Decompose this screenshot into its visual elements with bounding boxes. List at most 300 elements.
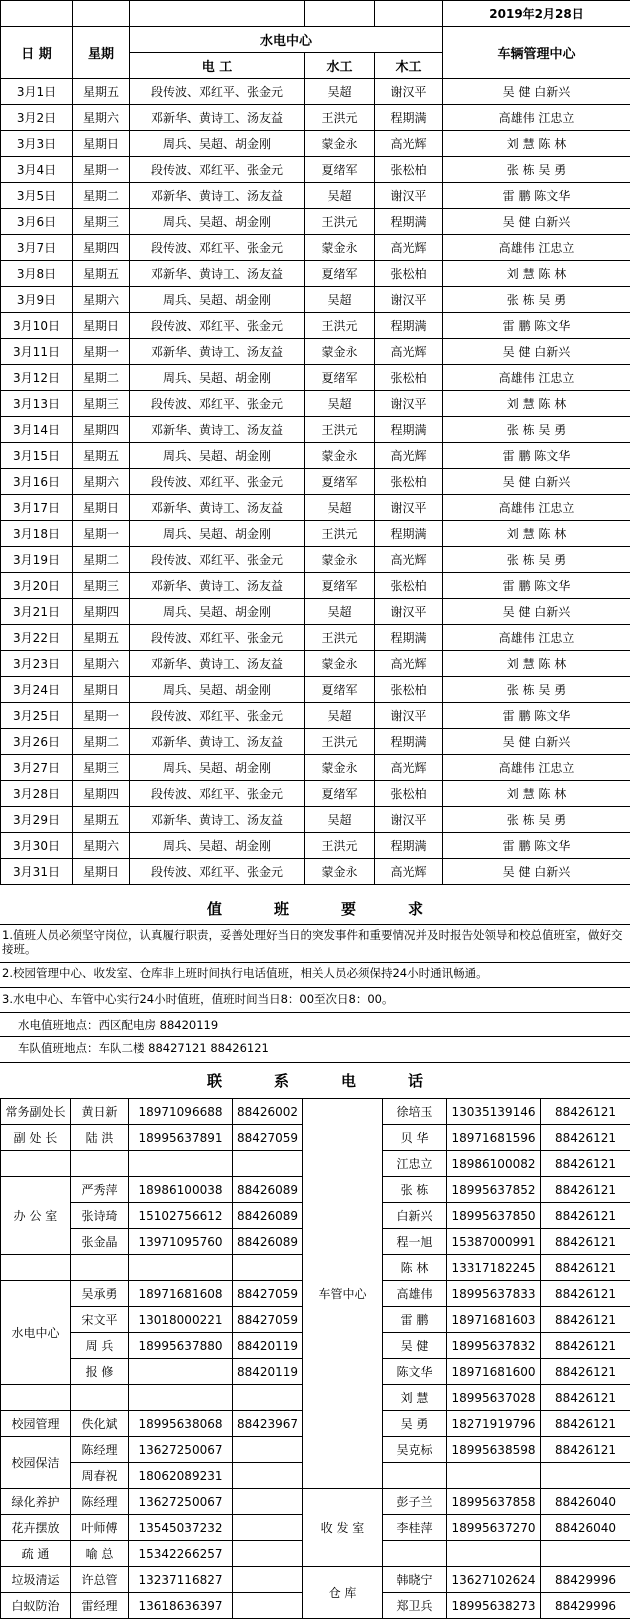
date-cell: 3月20日 xyxy=(1,573,73,599)
date-cell: 3月13日 xyxy=(1,391,73,417)
weekday-cell: 星期三 xyxy=(73,391,130,417)
contact-mobile: 18971681596 xyxy=(447,1125,541,1151)
carpenter-cell: 高光辉 xyxy=(375,755,443,781)
contact-row xyxy=(1,1099,630,1125)
carpenter-cell: 张松柏 xyxy=(375,365,443,391)
vehicle-duty-cell: 吴 健 白新兴 xyxy=(443,209,630,235)
contact-mobile: 15387000991 xyxy=(447,1229,541,1255)
contact-mobile: 18995637852 xyxy=(447,1177,541,1203)
electrician-cell: 周兵、吴超、胡金刚 xyxy=(130,209,305,235)
date-cell: 3月15日 xyxy=(1,443,73,469)
contact-phone: 88426089 xyxy=(233,1177,303,1203)
contact-name: 宋文平 xyxy=(71,1307,129,1333)
contact-phone xyxy=(233,1151,303,1177)
vehicle-duty-cell: 刘 慧 陈 林 xyxy=(443,781,630,807)
dept-cell: 白蚁防治 xyxy=(1,1593,71,1619)
contact-phone: 88426121 xyxy=(541,1437,630,1463)
contact-phone xyxy=(233,1567,303,1593)
plumber-cell: 吴超 xyxy=(305,391,375,417)
carpenter-cell: 张松柏 xyxy=(375,261,443,287)
contact-phone: 88426040 xyxy=(541,1515,630,1541)
header-electric: 电 工 xyxy=(130,53,305,79)
contact-mobile: 18995637880 xyxy=(129,1333,233,1359)
electrician-cell: 段传波、邓红平、张金元 xyxy=(130,391,305,417)
carpenter-cell: 谢汉平 xyxy=(375,287,443,313)
date-cell: 3月2日 xyxy=(1,105,73,131)
contact-mobile xyxy=(129,1151,233,1177)
schedule-row xyxy=(1,313,630,339)
electrician-cell: 段传波、邓红平、张金元 xyxy=(130,469,305,495)
mailroom-dept: 收 发 室 xyxy=(303,1489,383,1567)
carpenter-cell: 谢汉平 xyxy=(375,495,443,521)
contact-mobile: 18971096688 xyxy=(129,1099,233,1125)
title-char: 班 xyxy=(273,900,289,918)
divider xyxy=(0,987,630,988)
schedule-row xyxy=(1,781,630,807)
blank-cell xyxy=(1,1,73,27)
contact-name: 黄日新 xyxy=(71,1099,129,1125)
warehouse-dept: 仓 库 xyxy=(303,1567,383,1619)
electrician-cell: 段传波、邓红平、张金元 xyxy=(130,157,305,183)
header-group-row xyxy=(1,27,630,53)
date-cell: 3月11日 xyxy=(1,339,73,365)
contact-mobile: 13618636397 xyxy=(129,1593,233,1619)
date-cell: 3月3日 xyxy=(1,131,73,157)
plumber-cell: 蒙金永 xyxy=(305,131,375,157)
contact-name: 雷经理 xyxy=(71,1593,129,1619)
dept-cell: 办 公 室 xyxy=(1,1177,71,1255)
contact-mobile: 18971681608 xyxy=(129,1281,233,1307)
weekday-cell: 星期二 xyxy=(73,183,130,209)
contact-phone xyxy=(541,1463,630,1489)
weekday-cell: 星期五 xyxy=(73,807,130,833)
contact-mobile: 18995637028 xyxy=(447,1385,541,1411)
vehicle-duty-cell: 吴 健 白新兴 xyxy=(443,339,630,365)
plumber-cell: 王洪元 xyxy=(305,729,375,755)
date-cell: 3月26日 xyxy=(1,729,73,755)
weekday-cell: 星期三 xyxy=(73,573,130,599)
electrician-cell: 邓新华、黄诗工、汤友益 xyxy=(130,573,305,599)
contact-phone: 88426121 xyxy=(541,1203,630,1229)
contact-row xyxy=(1,1567,630,1593)
contact-mobile: 18271919796 xyxy=(447,1411,541,1437)
contact-phone: 88426002 xyxy=(233,1099,303,1125)
plumber-cell: 吴超 xyxy=(305,703,375,729)
contact-phone: 88423967 xyxy=(233,1411,303,1437)
schedule-row xyxy=(1,261,630,287)
electrician-cell: 周兵、吴超、胡金刚 xyxy=(130,521,305,547)
plumber-cell: 王洪元 xyxy=(305,521,375,547)
contact-mobile: 15102756612 xyxy=(129,1203,233,1229)
header-hydro-center: 水电中心 xyxy=(130,27,443,53)
contact-name: 陈经理 xyxy=(71,1437,129,1463)
schedule-row xyxy=(1,729,630,755)
blank-cell xyxy=(130,1,305,27)
electrician-cell: 段传波、邓红平、张金元 xyxy=(130,547,305,573)
contact-mobile: 18995637833 xyxy=(447,1281,541,1307)
schedule-row xyxy=(1,235,630,261)
contact-mobile: 18986100038 xyxy=(129,1177,233,1203)
vehicle-duty-cell: 高雄伟 江忠立 xyxy=(443,365,630,391)
contact-mobile: 18995638598 xyxy=(447,1437,541,1463)
title-char: 系 xyxy=(273,1072,289,1090)
electrician-cell: 邓新华、黄诗工、汤友益 xyxy=(130,495,305,521)
contact-mobile: 18995637850 xyxy=(447,1203,541,1229)
electrician-cell: 邓新华、黄诗工、汤友益 xyxy=(130,339,305,365)
schedule-row xyxy=(1,105,630,131)
carpenter-cell: 谢汉平 xyxy=(375,703,443,729)
date-cell: 3月1日 xyxy=(1,79,73,105)
weekday-cell: 星期日 xyxy=(73,131,130,157)
contact-name xyxy=(71,1385,129,1411)
weekday-cell: 星期二 xyxy=(73,729,130,755)
schedule-row xyxy=(1,573,630,599)
electrician-cell: 邓新华、黄诗工、汤友益 xyxy=(130,261,305,287)
weekday-cell: 星期一 xyxy=(73,521,130,547)
weekday-cell: 星期一 xyxy=(73,339,130,365)
schedule-row xyxy=(1,131,630,157)
contact-mobile: 13237116827 xyxy=(129,1567,233,1593)
contact-phone: 88426089 xyxy=(233,1229,303,1255)
schedule-row xyxy=(1,521,630,547)
schedule-row xyxy=(1,495,630,521)
contact-mobile xyxy=(447,1463,541,1489)
weekday-cell: 星期三 xyxy=(73,209,130,235)
contact-phone: 88426089 xyxy=(233,1203,303,1229)
schedule-row xyxy=(1,183,630,209)
contact-name: 叶师傅 xyxy=(71,1515,129,1541)
plumber-cell: 蒙金永 xyxy=(305,235,375,261)
contact-name: 周春祝 xyxy=(71,1463,129,1489)
date-cell: 3月5日 xyxy=(1,183,73,209)
vehicle-duty-cell: 高雄伟 江忠立 xyxy=(443,755,630,781)
contact-mobile: 18995637891 xyxy=(129,1125,233,1151)
schedule-row xyxy=(1,833,630,859)
contact-name: 报 修 xyxy=(71,1359,129,1385)
electrician-cell: 段传波、邓红平、张金元 xyxy=(130,703,305,729)
contact-name: 张诗琦 xyxy=(71,1203,129,1229)
electrician-cell: 段传波、邓红平、张金元 xyxy=(130,79,305,105)
date-cell: 3月14日 xyxy=(1,417,73,443)
contact-name: 彭子兰 xyxy=(383,1489,447,1515)
plumber-cell: 王洪元 xyxy=(305,833,375,859)
schedule-row xyxy=(1,625,630,651)
contact-phone: 88426121 xyxy=(541,1229,630,1255)
contact-mobile: 18971681603 xyxy=(447,1307,541,1333)
date-cell: 3月24日 xyxy=(1,677,73,703)
carpenter-cell: 高光辉 xyxy=(375,651,443,677)
date-cell: 3月29日 xyxy=(1,807,73,833)
dept-cell xyxy=(1,1385,71,1411)
vehicle-duty-cell: 刘 慧 陈 林 xyxy=(443,131,630,157)
carpenter-cell: 张松柏 xyxy=(375,781,443,807)
schedule-row xyxy=(1,339,630,365)
report-date: 2019年2月28日 xyxy=(443,1,630,27)
carpenter-cell: 谢汉平 xyxy=(375,807,443,833)
electrician-cell: 周兵、吴超、胡金刚 xyxy=(130,131,305,157)
schedule-row xyxy=(1,391,630,417)
contact-mobile: 13627102624 xyxy=(447,1567,541,1593)
plumber-cell: 吴超 xyxy=(305,599,375,625)
requirements-title xyxy=(0,896,630,922)
plumber-cell: 蒙金永 xyxy=(305,859,375,885)
vehicle-duty-cell: 高雄伟 江忠立 xyxy=(443,625,630,651)
carpenter-cell: 谢汉平 xyxy=(375,391,443,417)
contact-row xyxy=(1,1489,630,1515)
contact-mobile xyxy=(129,1359,233,1385)
contact-phone: 88427059 xyxy=(233,1307,303,1333)
date-cell: 3月30日 xyxy=(1,833,73,859)
contact-phone: 88426121 xyxy=(541,1099,630,1125)
contact-mobile: 13035139146 xyxy=(447,1099,541,1125)
date-cell: 3月9日 xyxy=(1,287,73,313)
weekday-cell: 星期二 xyxy=(73,547,130,573)
electrician-cell: 周兵、吴超、胡金刚 xyxy=(130,443,305,469)
electrician-cell: 周兵、吴超、胡金刚 xyxy=(130,287,305,313)
carpenter-cell: 张松柏 xyxy=(375,677,443,703)
schedule-row xyxy=(1,807,630,833)
contact-mobile: 13317182245 xyxy=(447,1255,541,1281)
electrician-cell: 邓新华、黄诗工、汤友益 xyxy=(130,807,305,833)
contact-phone xyxy=(233,1489,303,1515)
carpenter-cell: 程期满 xyxy=(375,521,443,547)
contact-mobile: 18995638273 xyxy=(447,1593,541,1619)
contact-phone xyxy=(233,1385,303,1411)
vehicle-duty-cell: 雷 鹏 陈文华 xyxy=(443,183,630,209)
vehicle-duty-cell: 雷 鹏 陈文华 xyxy=(443,833,630,859)
vehicle-duty-cell: 张 栋 吴 勇 xyxy=(443,417,630,443)
weekday-cell: 星期六 xyxy=(73,469,130,495)
contacts-table xyxy=(0,1098,630,1619)
plumber-cell: 吴超 xyxy=(305,183,375,209)
electrician-cell: 段传波、邓红平、张金元 xyxy=(130,859,305,885)
schedule-row xyxy=(1,417,630,443)
carpenter-cell: 程期满 xyxy=(375,417,443,443)
vehicle-center-dept: 车管中心 xyxy=(303,1099,383,1489)
contact-mobile xyxy=(447,1541,541,1567)
dept-cell: 校园保洁 xyxy=(1,1437,71,1489)
date-cell: 3月25日 xyxy=(1,703,73,729)
carpenter-cell: 谢汉平 xyxy=(375,79,443,105)
plumber-cell: 蒙金永 xyxy=(305,443,375,469)
vehicle-duty-cell: 刘 慧 陈 林 xyxy=(443,521,630,547)
contact-name: 吴克标 xyxy=(383,1437,447,1463)
plumber-cell: 王洪元 xyxy=(305,105,375,131)
carpenter-cell: 张松柏 xyxy=(375,573,443,599)
title-char: 话 xyxy=(408,1072,424,1090)
divider xyxy=(0,1036,630,1037)
schedule-row xyxy=(1,365,630,391)
dept-cell: 花卉摆放 xyxy=(1,1515,71,1541)
contact-name: 周 兵 xyxy=(71,1333,129,1359)
weekday-cell: 星期四 xyxy=(73,781,130,807)
date-cell: 3月28日 xyxy=(1,781,73,807)
contact-name: 韩晓宁 xyxy=(383,1567,447,1593)
weekday-cell: 星期六 xyxy=(73,833,130,859)
contact-phone: 88426121 xyxy=(541,1333,630,1359)
carpenter-cell: 高光辉 xyxy=(375,131,443,157)
contact-name: 徐培玉 xyxy=(383,1099,447,1125)
vehicle-duty-cell: 张 栋 吴 勇 xyxy=(443,547,630,573)
weekday-cell: 星期五 xyxy=(73,261,130,287)
carpenter-cell: 谢汉平 xyxy=(375,183,443,209)
contact-name: 张 栋 xyxy=(383,1177,447,1203)
vehicle-duty-cell: 吴 健 白新兴 xyxy=(443,599,630,625)
requirement-3: 3.水电中心、车管中心实行24小时值班，值班时间当日8：00至次日8：00。 xyxy=(2,992,394,1006)
contact-phone: 88426121 xyxy=(541,1177,630,1203)
contact-name: 吴承勇 xyxy=(71,1281,129,1307)
electrician-cell: 邓新华、黄诗工、汤友益 xyxy=(130,729,305,755)
vehicle-duty-cell: 高雄伟 江忠立 xyxy=(443,235,630,261)
carpenter-cell: 程期满 xyxy=(375,209,443,235)
blank-cell xyxy=(305,1,375,27)
weekday-cell: 星期日 xyxy=(73,859,130,885)
contact-name xyxy=(383,1541,447,1567)
contact-mobile: 18995637858 xyxy=(447,1489,541,1515)
plumber-cell: 夏绪军 xyxy=(305,261,375,287)
plumber-cell: 王洪元 xyxy=(305,625,375,651)
carpenter-cell: 张松柏 xyxy=(375,157,443,183)
contact-name: 佚化斌 xyxy=(71,1411,129,1437)
schedule-row xyxy=(1,547,630,573)
contact-name: 江忠立 xyxy=(383,1151,447,1177)
header-carpenter: 木工 xyxy=(375,53,443,79)
weekday-cell: 星期四 xyxy=(73,235,130,261)
contact-phone: 88427059 xyxy=(233,1281,303,1307)
contact-name: 吴 勇 xyxy=(383,1411,447,1437)
contact-mobile: 18995637832 xyxy=(447,1333,541,1359)
date-cell: 3月31日 xyxy=(1,859,73,885)
plumber-cell: 夏绪军 xyxy=(305,469,375,495)
contact-phone: 88426121 xyxy=(541,1359,630,1385)
header-date-row xyxy=(1,1,630,27)
contact-mobile: 13627250067 xyxy=(129,1437,233,1463)
plumber-cell: 蒙金永 xyxy=(305,339,375,365)
plumber-cell: 吴超 xyxy=(305,807,375,833)
electrician-cell: 周兵、吴超、胡金刚 xyxy=(130,677,305,703)
plumber-cell: 王洪元 xyxy=(305,313,375,339)
plumber-cell: 夏绪军 xyxy=(305,677,375,703)
header-date: 日 期 xyxy=(1,27,73,79)
vehicle-duty-cell: 张 栋 吴 勇 xyxy=(443,287,630,313)
contact-mobile: 18062089231 xyxy=(129,1463,233,1489)
weekday-cell: 星期六 xyxy=(73,287,130,313)
schedule-row xyxy=(1,469,630,495)
contact-name: 雷 鹏 xyxy=(383,1307,447,1333)
contact-mobile: 13971095760 xyxy=(129,1229,233,1255)
contact-phone xyxy=(233,1593,303,1619)
plumber-cell: 夏绪军 xyxy=(305,781,375,807)
schedule-row xyxy=(1,157,630,183)
blank-cell xyxy=(73,1,130,27)
carpenter-cell: 高光辉 xyxy=(375,339,443,365)
title-char: 电 xyxy=(341,1072,357,1090)
contact-phone: 88426040 xyxy=(541,1489,630,1515)
contact-name: 白新兴 xyxy=(383,1203,447,1229)
weekday-cell: 星期四 xyxy=(73,417,130,443)
carpenter-cell: 高光辉 xyxy=(375,859,443,885)
carpenter-cell: 高光辉 xyxy=(375,235,443,261)
plumber-cell: 夏绪军 xyxy=(305,365,375,391)
contact-phone xyxy=(233,1515,303,1541)
electrician-cell: 段传波、邓红平、张金元 xyxy=(130,235,305,261)
header-weekday: 星期 xyxy=(73,27,130,79)
carpenter-cell: 程期满 xyxy=(375,833,443,859)
date-cell: 3月16日 xyxy=(1,469,73,495)
contact-name xyxy=(71,1151,129,1177)
contact-name: 喻 总 xyxy=(71,1541,129,1567)
date-cell: 3月22日 xyxy=(1,625,73,651)
requirement-1: 1.值班人员必须坚守岗位，认真履行职责，妥善处理好当日的突发事件和重要情况并及时报告处领导和校总值班室，做好交接班。 xyxy=(2,928,623,956)
electrician-cell: 段传波、邓红平、张金元 xyxy=(130,625,305,651)
contact-mobile: 18986100082 xyxy=(447,1151,541,1177)
dept-cell xyxy=(1,1151,71,1177)
date-cell: 3月4日 xyxy=(1,157,73,183)
schedule-row xyxy=(1,755,630,781)
vehicle-duty-cell: 吴 健 白新兴 xyxy=(443,469,630,495)
contact-mobile: 18995638068 xyxy=(129,1411,233,1437)
date-cell: 3月8日 xyxy=(1,261,73,287)
vehicle-duty-cell: 吴 健 白新兴 xyxy=(443,729,630,755)
carpenter-cell: 谢汉平 xyxy=(375,599,443,625)
carpenter-cell: 张松柏 xyxy=(375,469,443,495)
requirement-2: 2.校园管理中心、收发室、仓库非上班时间执行电话值班，相关人员必须保持24小时通讯畅通。 xyxy=(2,966,488,980)
date-cell: 3月23日 xyxy=(1,651,73,677)
contact-phone: 88420119 xyxy=(233,1333,303,1359)
contact-name: 高雄伟 xyxy=(383,1281,447,1307)
title-char: 值 xyxy=(206,900,222,918)
contact-name: 陈文华 xyxy=(383,1359,447,1385)
schedule-row xyxy=(1,79,630,105)
vehicle-duty-cell: 雷 鹏 陈文华 xyxy=(443,703,630,729)
weekday-cell: 星期一 xyxy=(73,157,130,183)
contact-phone xyxy=(233,1437,303,1463)
dept-cell: 副 处 长 xyxy=(1,1125,71,1151)
weekday-cell: 星期五 xyxy=(73,79,130,105)
weekday-cell: 星期日 xyxy=(73,313,130,339)
weekday-cell: 星期四 xyxy=(73,599,130,625)
weekday-cell: 星期三 xyxy=(73,755,130,781)
dept-cell: 绿化养护 xyxy=(1,1489,71,1515)
contact-phone: 88429996 xyxy=(541,1567,630,1593)
electrician-cell: 周兵、吴超、胡金刚 xyxy=(130,599,305,625)
dept-cell: 水电中心 xyxy=(1,1281,71,1385)
date-cell: 3月7日 xyxy=(1,235,73,261)
date-cell: 3月19日 xyxy=(1,547,73,573)
weekday-cell: 星期日 xyxy=(73,495,130,521)
electrician-cell: 段传波、邓红平、张金元 xyxy=(130,313,305,339)
contact-name: 张金晶 xyxy=(71,1229,129,1255)
contact-phone: 88429996 xyxy=(541,1593,630,1619)
contacts-title xyxy=(0,1068,630,1094)
contact-mobile: 13627250067 xyxy=(129,1489,233,1515)
vehicle-duty-cell: 张 栋 吴 勇 xyxy=(443,807,630,833)
vehicle-duty-cell: 张 栋 吴 勇 xyxy=(443,677,630,703)
date-cell: 3月27日 xyxy=(1,755,73,781)
plumber-cell: 吴超 xyxy=(305,495,375,521)
contact-mobile xyxy=(129,1255,233,1281)
date-cell: 3月10日 xyxy=(1,313,73,339)
weekday-cell: 星期二 xyxy=(73,365,130,391)
plumber-cell: 吴超 xyxy=(305,79,375,105)
contact-mobile: 15342266257 xyxy=(129,1541,233,1567)
vehicle-duty-cell: 雷 鹏 陈文华 xyxy=(443,443,630,469)
schedule-row xyxy=(1,703,630,729)
contact-phone: 88426121 xyxy=(541,1281,630,1307)
dept-cell: 常务副处长 xyxy=(1,1099,71,1125)
header-vehicle-center: 车辆管理中心 xyxy=(443,27,630,79)
date-cell: 3月21日 xyxy=(1,599,73,625)
